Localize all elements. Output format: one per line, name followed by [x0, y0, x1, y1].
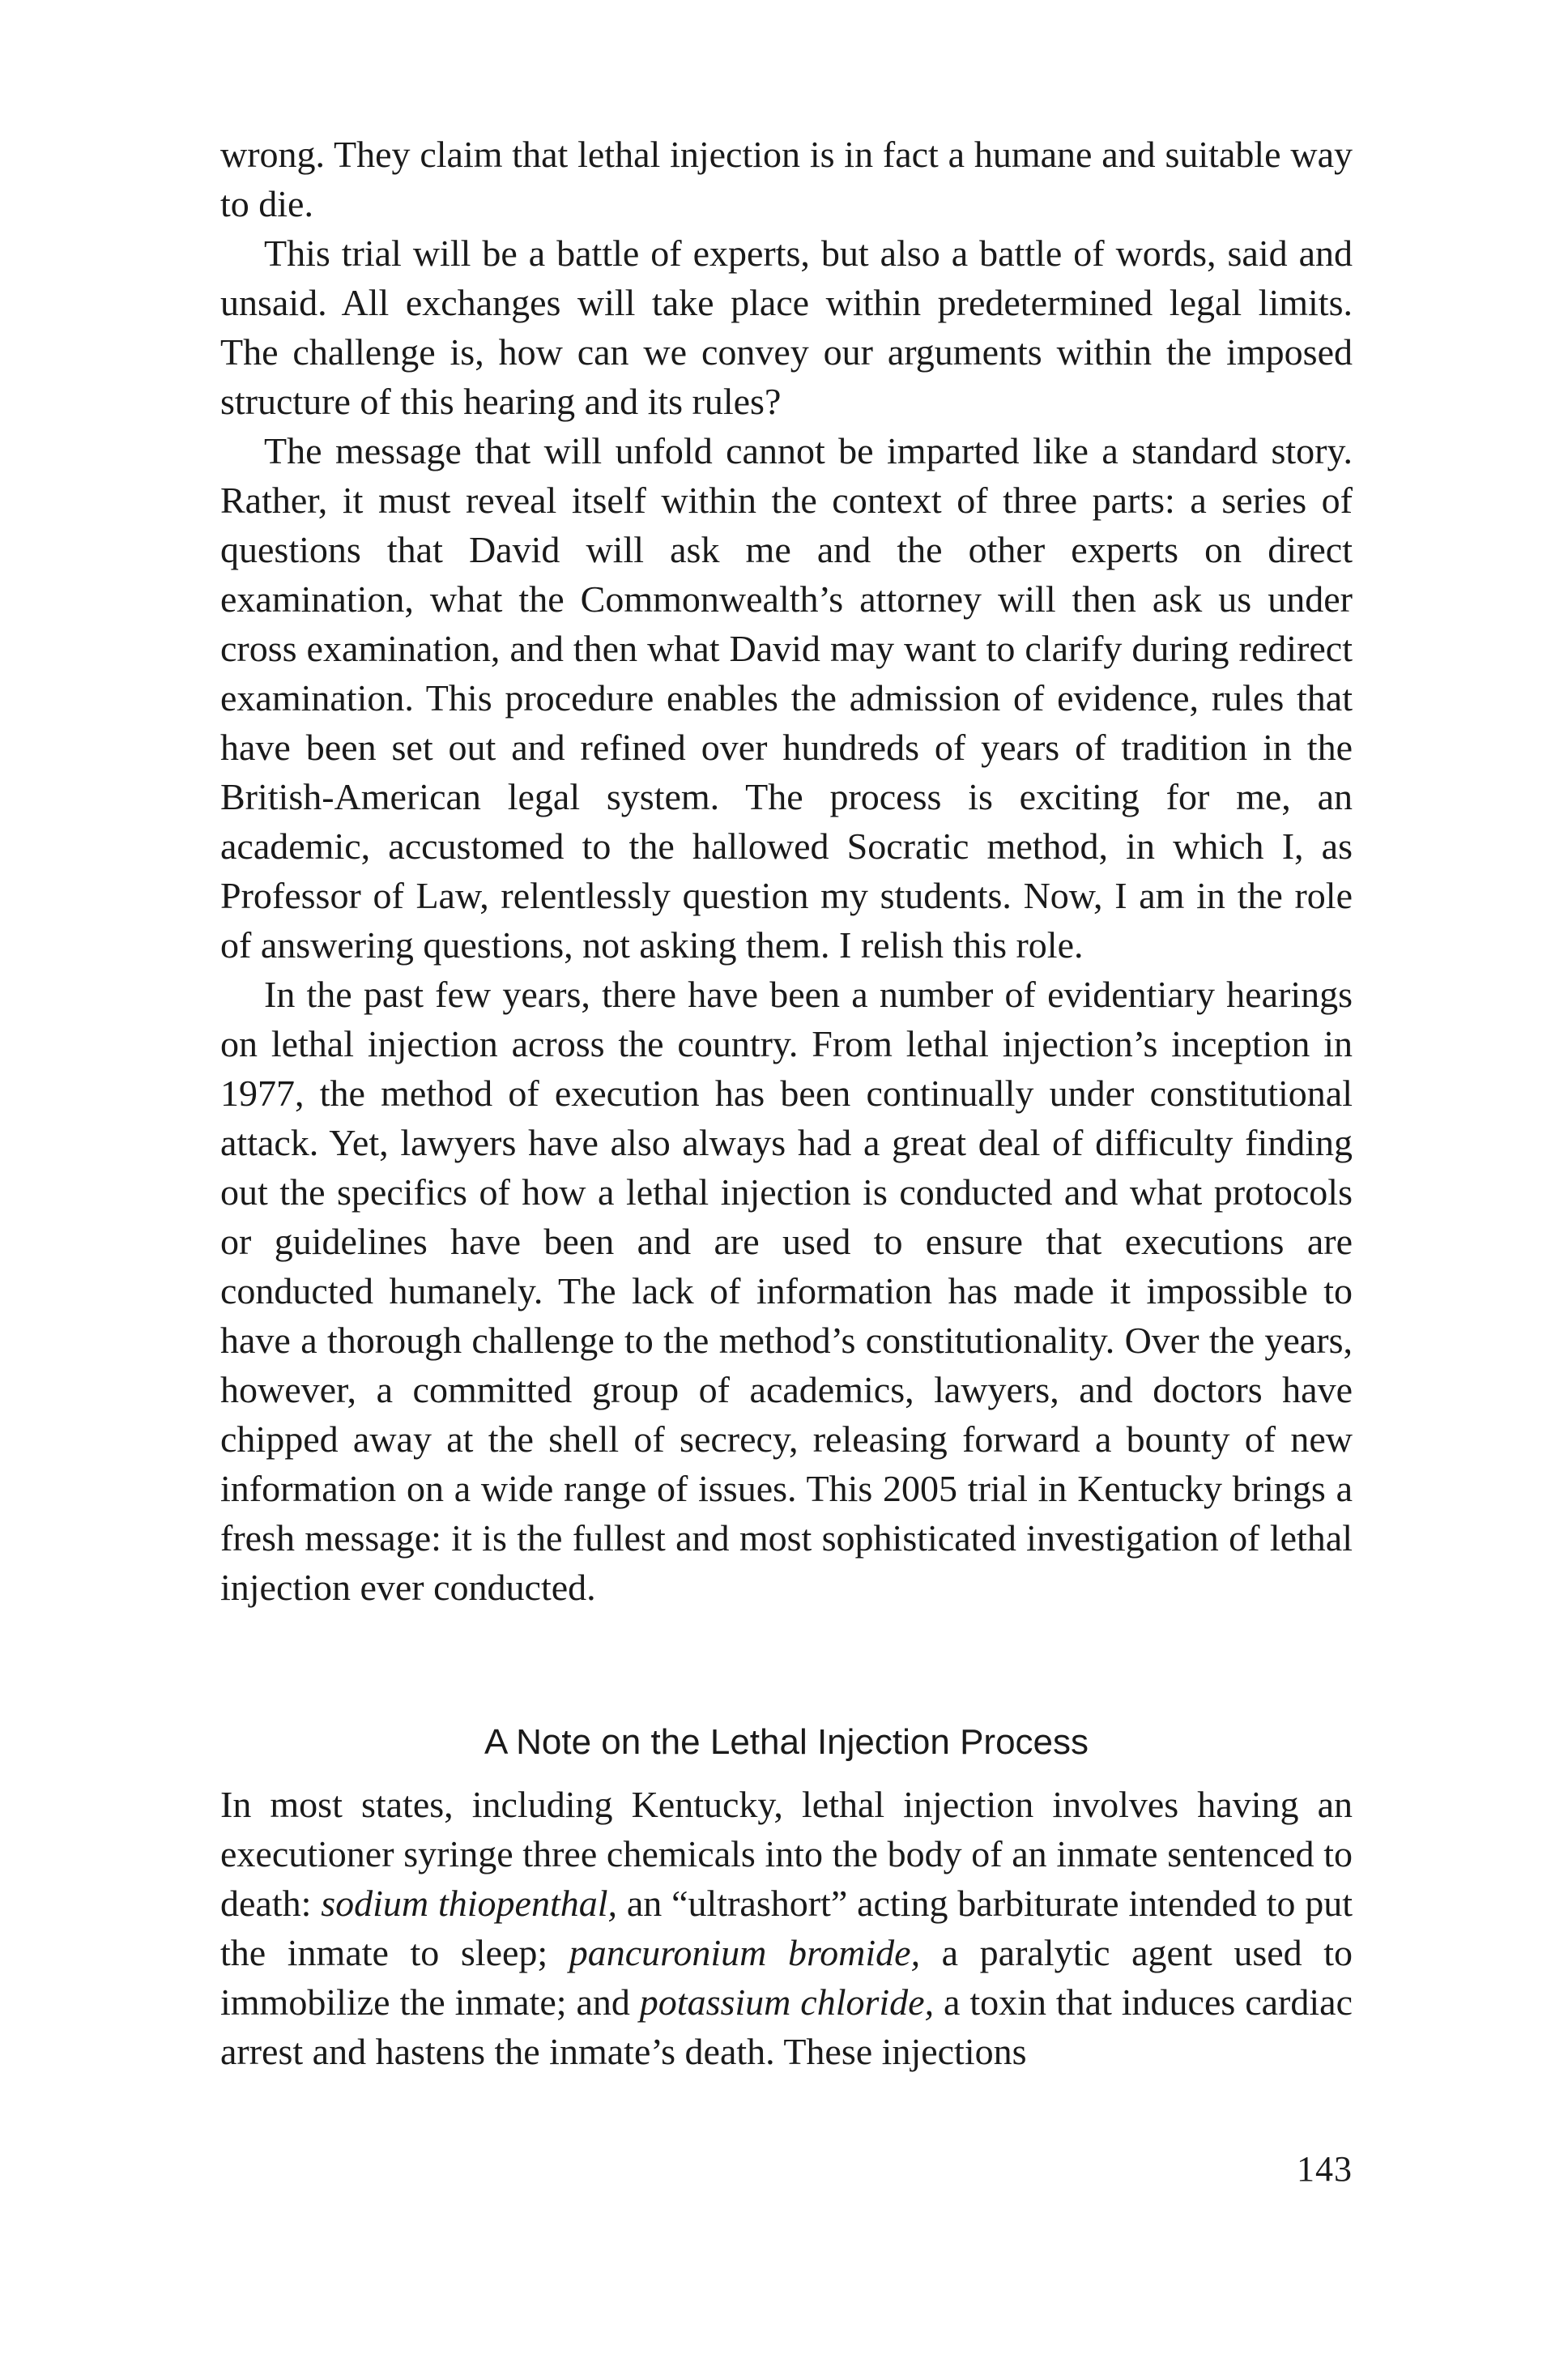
text-segment: In most states, including Kentucky, lethal injection involves having an executioner syringe three chemicals into the body of an inmate sentenced to death:	[220, 1784, 1353, 1924]
text-segment: a paralytic agent used to immobilize the inmate; and	[220, 1932, 1353, 2023]
paragraph-battle-of-experts: This trial will be a battle of experts, but also a battle of words, said and unsaid. All exchanges will take place within predetermined legal limits. The challenge is, how can we convey our arguments within the imposed structure of this hearing and its rules?	[220, 232, 1353, 422]
text-segment: an “ultrashort” acting barbiturate intended to put the inmate to sleep;	[220, 1883, 1353, 1973]
paragraph-evidentiary-hearings: In the past few years, there have been a number of evidentiary hearings on lethal injection across the country. From lethal injection’s inception in 1977, the method of execution has been continually under constitutional attack. Yet, lawyers have also always had a great deal of difficulty finding out the specifics of how a lethal injection is conducted and what protocols or guidelines have been and are used to ensure that executions are conducted humanely. The lack of information has made it impossible to have a thorough challenge to the method’s constitutionality. Over the years, however, a committed group of academics, lawyers, and doctors have chipped away at the shell of secrecy, releasing forward a bounty of new information on a wide range of issues. This 2005 trial in Kentucky brings a fresh message: it is the fullest and most sophisticated investigation of lethal injection ever conducted.	[220, 974, 1353, 1608]
section-heading: A Note on the Lethal Injection Process	[484, 1722, 1089, 1762]
book-page	[220, 130, 1353, 2076]
paragraph-injection-process	[220, 1780, 1353, 2076]
paragraph-continued: wrong. They claim that lethal injection is in fact a humane and suitable way to die.	[220, 134, 1353, 224]
page-number: 143	[1297, 2149, 1353, 2189]
drug-name-pancuronium-bromide: pancuronium bromide,	[569, 1932, 921, 1973]
section-spacer	[220, 1612, 1353, 1717]
text-segment: a toxin that induces cardiac arrest and hastens the inmate’s death. These injections	[220, 1981, 1353, 2072]
paragraph-trial-structure: The message that will unfold cannot be imparted like a standard story. Rather, it must reveal itself within the context of three parts: a series of questions that David will ask me and the other experts on direct examination, what the Commonwealth’s attorney will then ask us under cross examination, and then what David may want to clarify during redirect examination. This procedure enables the admission of evidence, rules that have been set out and refined over hundreds of years of tradition in the British-American legal system. The process is exciting for me, an academic, accustomed to the hallowed Socratic method, in which I, as Professor of Law, relentlessly question my students. Now, I am in the role of answering questions, not asking them. I relish this role.	[220, 430, 1353, 966]
drug-name-potassium-chloride: potassium chloride,	[639, 1981, 935, 2023]
drug-name-sodium-thiopenthal: sodium thiopenthal,	[321, 1883, 618, 1924]
